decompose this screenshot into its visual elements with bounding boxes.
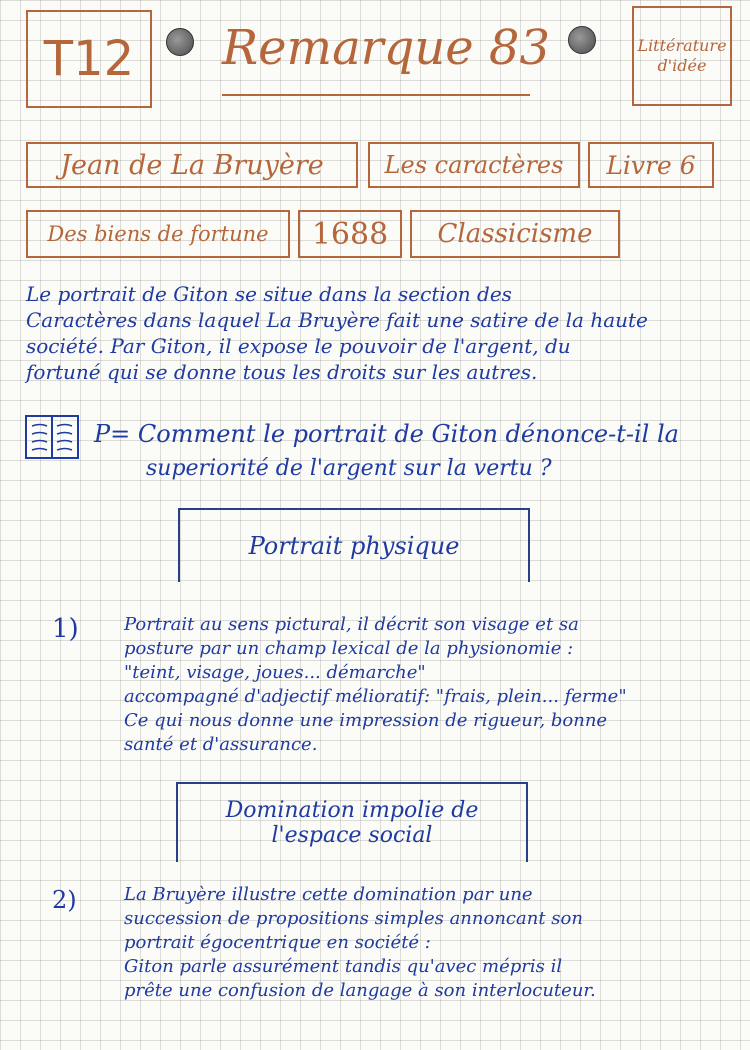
code-label: T12 <box>43 31 135 87</box>
tag-book: Livre 6 <box>588 142 714 188</box>
tag-year: 1688 <box>298 210 402 258</box>
section2-line: succession de propositions simples annoncant son <box>124 908 583 929</box>
section1-line: santé et d'assurance. <box>124 734 318 755</box>
intro-paragraph <box>26 282 750 392</box>
category-box <box>632 6 732 106</box>
code-box <box>26 10 152 108</box>
page-title: Remarque 83 <box>222 20 551 76</box>
section2-body <box>124 884 750 1014</box>
section2-title-line1: Domination impolie de <box>225 798 479 823</box>
intro-line: Le portrait de Giton se situe dans la section des <box>26 282 512 306</box>
section1-line: "teint, visage, joues... démarche" <box>124 662 426 683</box>
title-underline <box>222 94 530 96</box>
section2-line: prête une confusion de langage à son interlocuteur. <box>124 980 596 1001</box>
category-line2: d'idée <box>657 56 707 75</box>
section1-line: Portrait au sens pictural, il décrit son visage et sa <box>124 614 579 635</box>
section2-line: La Bruyère illustre cette domination par une <box>124 884 533 905</box>
section2-title-box <box>176 782 528 862</box>
tag-work: Les caractères <box>368 142 580 188</box>
section1-line: accompagné d'adjectif mélioratif: "frais, plein... ferme" <box>124 686 627 707</box>
problematique-line1: P= Comment le portrait de Giton dénonce-t-il la <box>94 420 679 448</box>
problematique-line2: superiorité de l'argent sur la vertu ? <box>146 456 552 481</box>
section1-line: Ce qui nous donne une impression de rigueur, bonne <box>124 710 608 731</box>
category-line1: Littérature <box>637 36 727 55</box>
section1-title: Portrait physique <box>248 532 460 560</box>
intro-line: Caractères dans laquel La Bruyère fait une satire de la haute <box>26 308 648 332</box>
section2-line: Giton parle assurément tandis qu'avec mépris il <box>124 956 563 977</box>
section2-title-line2: l'espace social <box>271 823 433 848</box>
tag-section: Des biens de fortune <box>26 210 290 258</box>
section1-line: posture par un champ lexical de la physionomie : <box>124 638 574 659</box>
section1-number: 1) <box>52 614 79 644</box>
intro-line: société. Par Giton, il expose le pouvoir de l'argent, du <box>26 334 571 358</box>
open-book-icon <box>24 414 80 460</box>
section2-line: portrait égocentrique en société : <box>124 932 431 953</box>
tag-movement: Classicisme <box>410 210 620 258</box>
section1-body <box>124 614 750 764</box>
binder-hole-left <box>166 28 194 56</box>
binder-hole-right <box>568 26 596 54</box>
section1-title-box <box>178 508 530 582</box>
intro-line: fortuné qui se donne tous les droits sur les autres. <box>26 360 538 384</box>
tag-author: Jean de La Bruyère <box>26 142 358 188</box>
section2-number: 2) <box>52 886 77 914</box>
